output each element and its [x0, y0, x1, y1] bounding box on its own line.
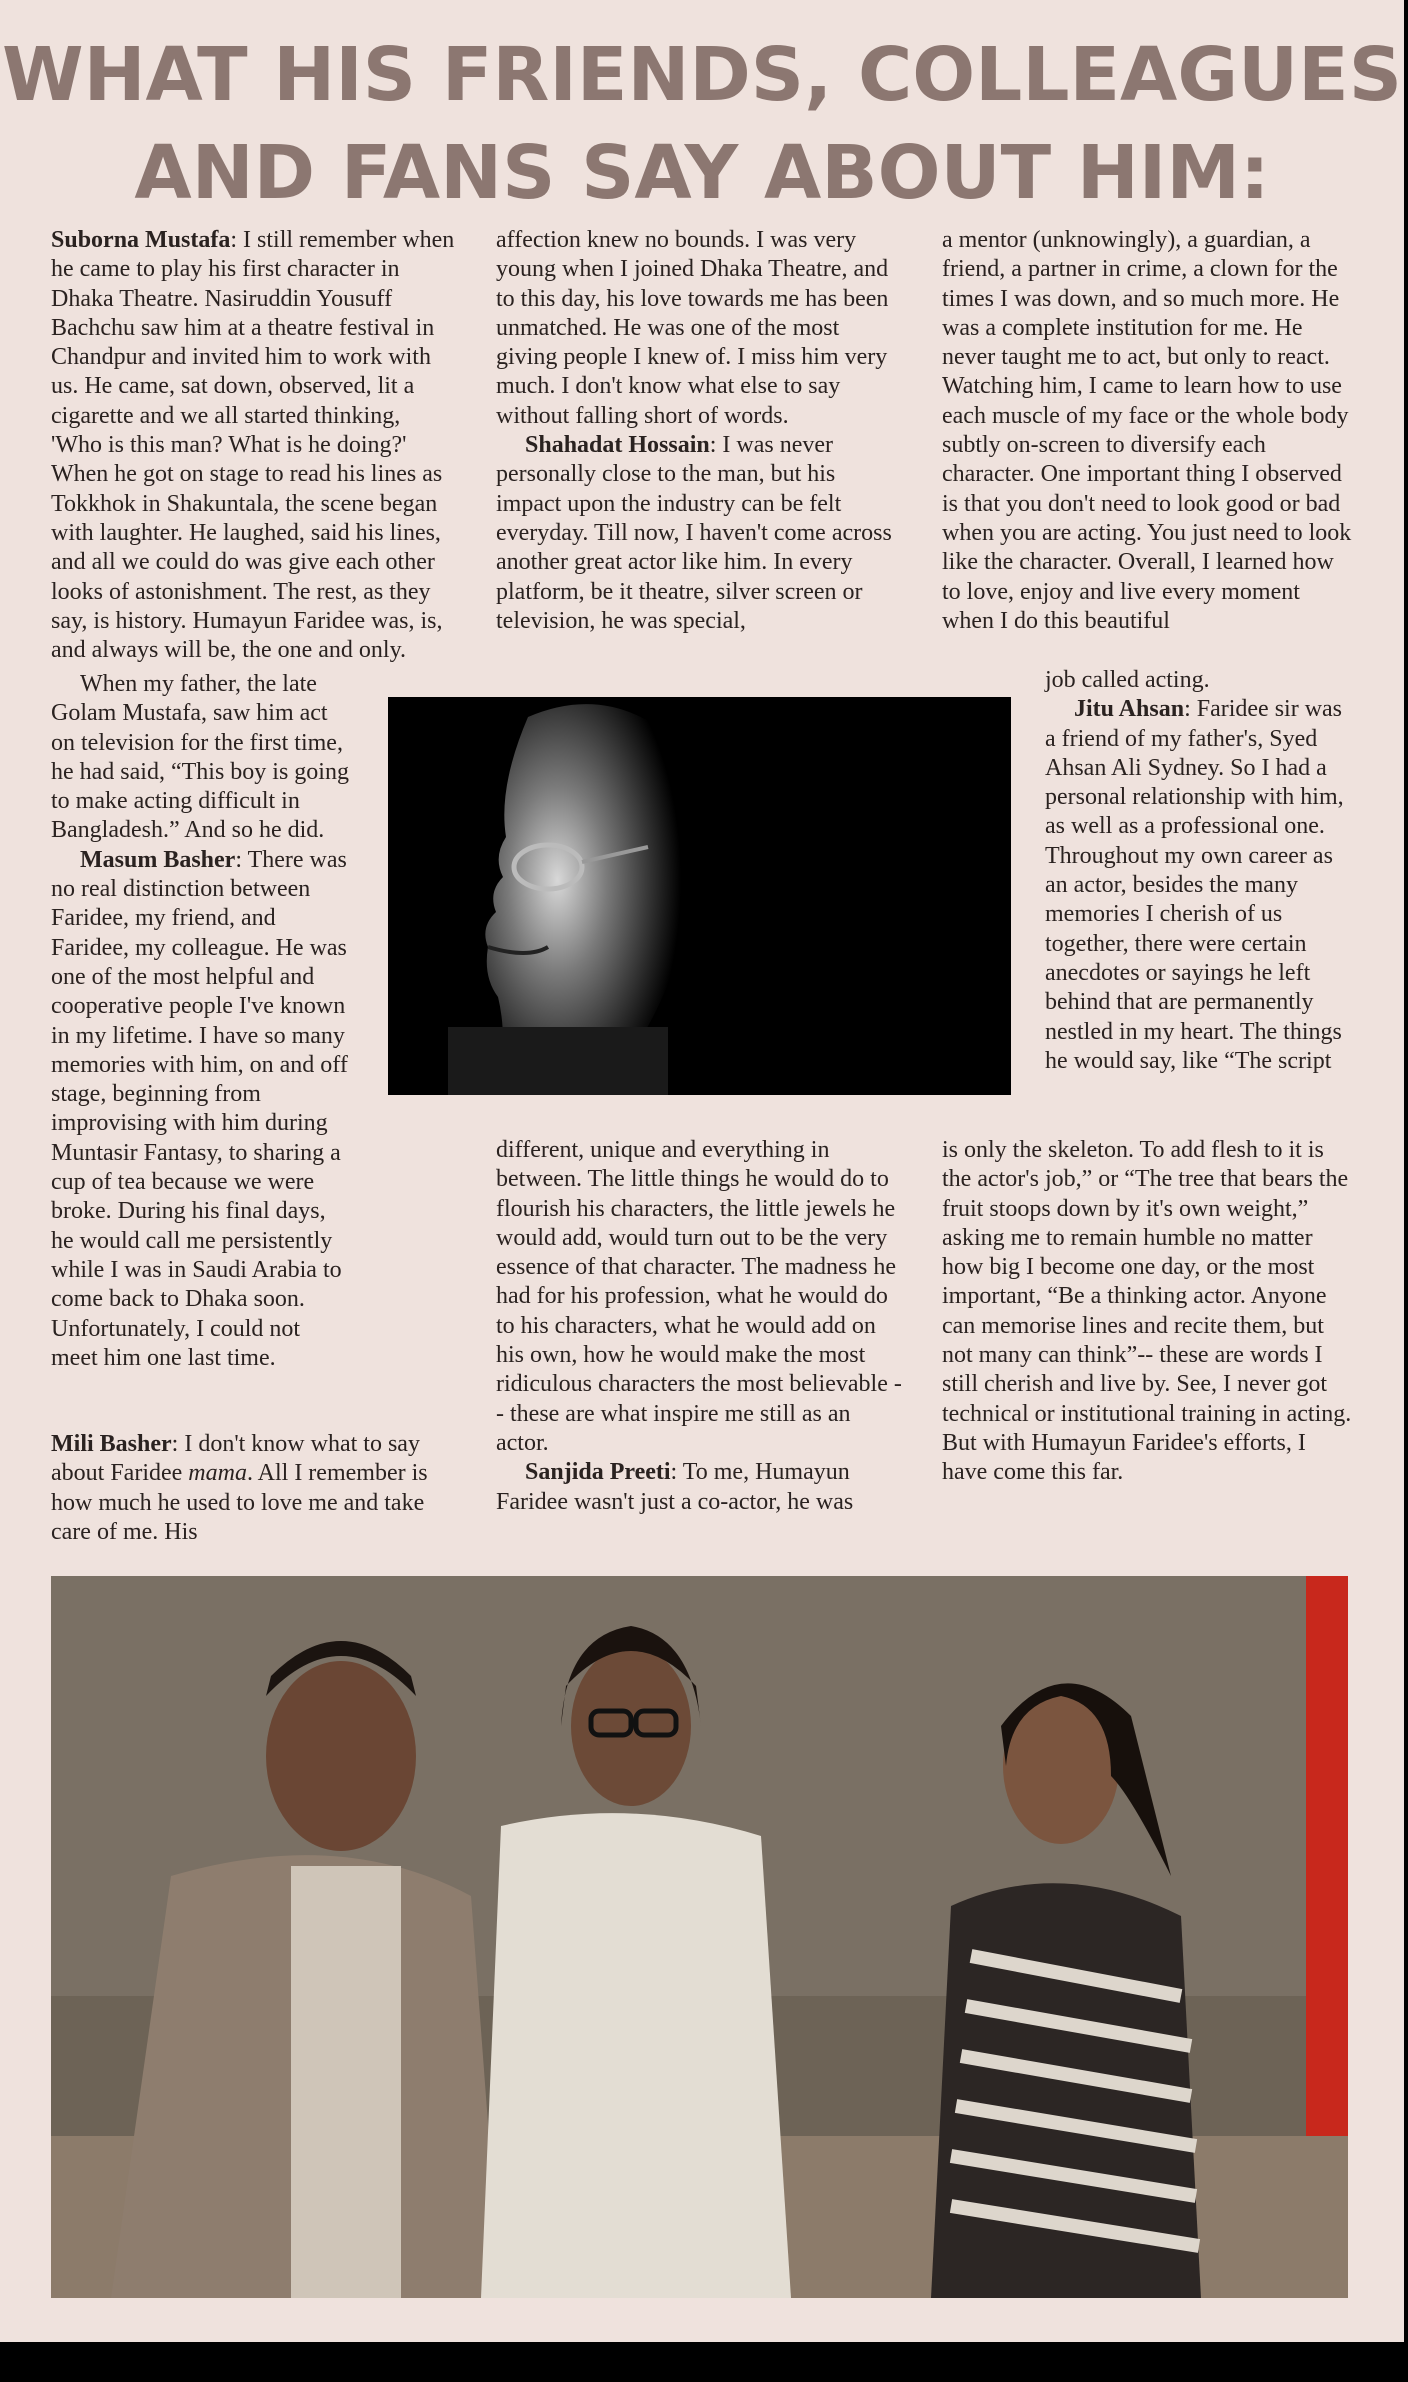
speaker-name-shahadat: Shahadat Hossain [525, 432, 710, 459]
film-still-photo [51, 1576, 1348, 2298]
headline-line-1: WHAT HIS FRIENDS, COLLEAGUES [1, 32, 1402, 118]
quote-suborna-cont: When my father, the late Golam Mustafa, saw him act on television for the first time, he had said, “This boy is going to make acting difficult in Bangladesh.” And so he did. [51, 671, 349, 844]
quote-shahadat: : I was never personally close to the man, but his impact upon the industry can be felt everyday. Till now, I haven't come across another great actor like him. In every platform, be it theatre, silver screen or television, he was special, [496, 432, 892, 634]
quote-jitu-cont: is only the skeleton. To add flesh to it is the actor's job,” or “The tree that bears the fruit stoops down by it's own weight,” asking me to remain humble no matter how big I become one day, or the most important, “Be a thinking actor. Anyone can memorise lines and recite them, but not many can think”-- these are words I still cherish and live by. See, I never got technical or institutional training in acting. But with Humayun Faridee's efforts, I have come this far. [942, 1137, 1352, 1486]
speaker-name-sanjida: Sanjida Preeti [525, 1459, 671, 1486]
page-headline [0, 26, 1404, 222]
speaker-name-masum: Masum Basher [80, 846, 236, 873]
column-1-bottom [51, 1430, 456, 1550]
quote-sanjida-cont: a mentor (unknowingly), a guardian, a friend, a partner in crime, a clown for the times I was down, and so much more. He was a complete institution for me. He never taught me to act, but only to react. Watching him, I came to learn how to use each muscle of my face or the whole body subtly on-screen to diversify each character. One important thing I observed is that you don't need to look good or bad when you are acting. You just need to look like the character. Overall, I learned how to love, enjoy and live every moment when I do this beautiful [942, 227, 1352, 634]
quote-mili-cont: affection knew no bounds. I was very young when I joined Dhaka Theatre, and to this day, his love towards me has been unmatched. He was one of the most giving people I knew of. I miss him very much. I don't know what else to say without falling short of words. [496, 227, 889, 429]
quote-shahadat-cont: different, unique and everything in between. The little things he would do to flourish his characters, the little jewels he would add, would turn out to be the very essence of that character. The madness he had for his profession, what he would do to his characters, what he would add on his own, how he would make the most ridiculous characters the most believable -- these are what inspire me still as an actor. [496, 1137, 902, 1456]
headline-line-2: AND FANS SAY ABOUT HIM: [134, 130, 1270, 216]
column-2-top [496, 226, 906, 666]
quote-masum: : There was no real distinction between Faridee, my friend, and Faridee, my colleague. He was one of the most helpful and cooperative people I've known in my lifetime. I have so many memories with him, on and off stage, beginning from improvising with him during Muntasir Fantasy, to sharing a cup of tea because we were broke. During his final days, he would call me persistently while I was in Saudi Arabia to come back to Dhaka soon. Unfortunately, I could not meet him one last time. [51, 846, 348, 1371]
quote-jitu: : Faridee sir was a friend of my father's, Syed Ahsan Ali Sydney. So I had a personal relationship with him, as well as a professional one. Throughout my own career as an actor, besides the many memories I cherish of us together, there were certain anecdotes or sayings he left behind that are permanently nestled in my heart. The things he would say, like “The script [1045, 696, 1344, 1074]
column-3-bottom [942, 1136, 1352, 1551]
quote-mili-a: : I don't know what to say about Faridee [51, 1431, 420, 1487]
column-3-mid [1045, 666, 1350, 1136]
quote-mili-b: . All I remember is how much he used to love me and take care of me. His [51, 1460, 428, 1545]
column-2-bottom [496, 1136, 906, 1551]
speaker-name-jitu: Jitu Ahsan [1074, 696, 1185, 723]
quote-suborna: : I still remember when he came to play his first character in Dhaka Theatre. Nasiruddin Yousuff Bachchu saw him at a theatre festival in Chandpur and invited him to work with us. He came, sat down, observed, lit a cigarette and we all started thinking, 'Who is this man? What is he doing?' When he got on stage to read his lines as Tokkhok in Shakuntala, the scene began with laughter. He laughed, said his lines, and all we could do was give each other looks of astonishment. The rest, as they say, is history. Humayun Faridee was, is, and always will be, the one and only. [51, 227, 455, 664]
portrait-photo [388, 697, 1011, 1095]
quote-sanjida-end: job called acting. [1045, 667, 1210, 693]
column-3-top [942, 226, 1352, 666]
column-1-flow [51, 670, 351, 1371]
speaker-name-suborna: Suborna Mustafa [51, 227, 231, 253]
speaker-name-mili: Mili Basher [51, 1431, 172, 1457]
quote-mili-italic: mama [188, 1460, 247, 1487]
column-1-top [51, 226, 456, 666]
quote-sanjida: : To me, Humayun Faridee wasn't just a co-actor, he was [496, 1459, 854, 1515]
